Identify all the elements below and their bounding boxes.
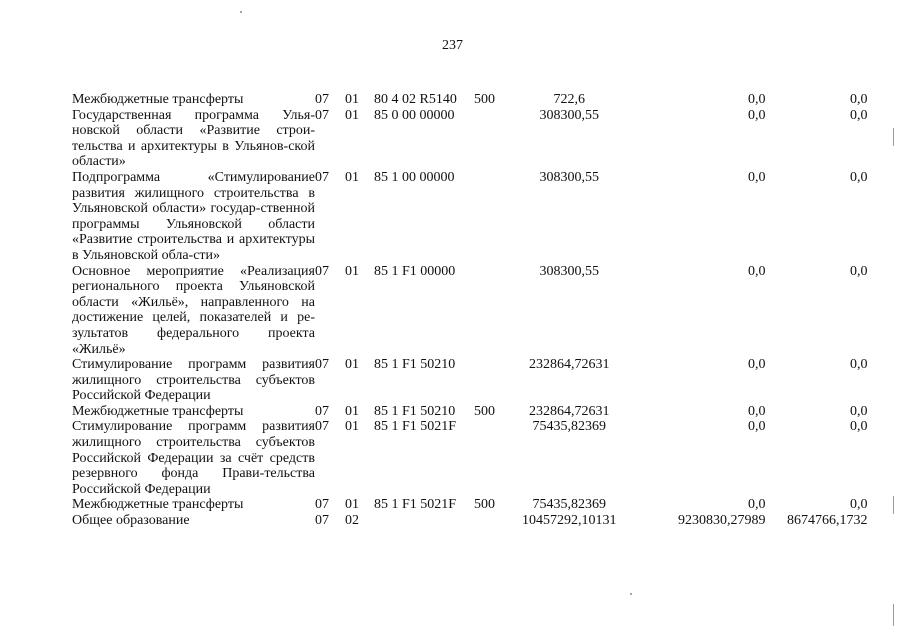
subsection-code: 01 <box>345 169 359 185</box>
table-row <box>72 170 868 264</box>
amount-year-1: 722,6 <box>553 92 585 107</box>
subsection-code: 02 <box>345 513 359 529</box>
subsection-code: 01 <box>345 107 359 123</box>
section-code: 07 <box>315 419 329 435</box>
subsection-code: 01 <box>345 419 359 435</box>
expense-type-code <box>474 264 522 358</box>
amount-year-2: 0,0 <box>748 169 766 185</box>
expense-type-code <box>474 513 522 529</box>
amount-year-3: 0,0 <box>850 497 868 513</box>
expense-type-code <box>474 108 522 170</box>
table-row <box>72 419 868 497</box>
amount-year-3: 0,0 <box>850 92 868 107</box>
row-name: Межбюджетные трансферты <box>72 497 244 513</box>
subsection-code: 01 <box>345 92 359 107</box>
row-name: Основное мероприятие «Реализация регионального проекта Ульяновской области «Жильё», направленного на достижение целей, показателей и ре-зультатов федерального проекта «Жильё» <box>72 263 315 357</box>
scan-artifact <box>893 604 894 626</box>
amount-year-3: 8674766,1732 <box>787 513 868 529</box>
expense-type-code: 500 <box>474 403 495 419</box>
row-name: Стимулирование программ развития жилищного строительства субъектов Российской Федерации за счёт средств резервного фонда Прави-тельства Российской Федерации <box>72 419 315 497</box>
section-code: 07 <box>315 107 329 123</box>
row-name: Межбюджетные трансферты <box>72 92 244 107</box>
amount-year-2: 0,0 <box>748 357 766 373</box>
target-article-code: 85 1 F1 50210 <box>374 357 456 373</box>
budget-table <box>72 92 868 529</box>
section-code: 07 <box>315 92 329 107</box>
expense-type-code <box>474 419 522 497</box>
target-article-code <box>374 513 474 529</box>
scan-artifact <box>893 128 894 146</box>
section-code: 07 <box>315 497 329 513</box>
expense-type-code: 500 <box>474 92 495 107</box>
amount-year-1: 232864,72631 <box>529 403 610 419</box>
target-article-code: 85 1 00 00000 <box>374 169 455 185</box>
row-name: Межбюджетные трансферты <box>72 403 244 419</box>
expense-type-code: 500 <box>474 497 495 513</box>
scan-artifact <box>240 11 242 13</box>
section-code: 07 <box>315 263 329 279</box>
table-row <box>72 404 868 420</box>
expense-type-code <box>474 170 522 264</box>
amount-year-2: 0,0 <box>748 497 766 513</box>
scan-artifact <box>893 496 894 514</box>
subsection-code: 01 <box>345 263 359 279</box>
target-article-code: 80 4 02 R5140 <box>374 92 457 107</box>
budget-table-body <box>72 92 868 529</box>
section-code: 07 <box>315 513 329 529</box>
amount-year-2: 9230830,27989 <box>678 513 766 529</box>
amount-year-2: 0,0 <box>748 263 766 279</box>
section-code: 07 <box>315 169 329 185</box>
row-name: Общее образование <box>72 513 190 529</box>
amount-year-1: 10457292,10131 <box>522 513 617 529</box>
table-row <box>72 357 868 404</box>
amount-year-2: 0,0 <box>748 92 766 107</box>
table-row <box>72 513 868 529</box>
amount-year-2: 0,0 <box>748 107 766 123</box>
table-row <box>72 92 868 108</box>
amount-year-3: 0,0 <box>850 403 868 419</box>
amount-year-1: 232864,72631 <box>529 357 610 373</box>
subsection-code: 01 <box>345 403 359 419</box>
amount-year-3: 0,0 <box>850 419 868 435</box>
subsection-code: 01 <box>345 497 359 513</box>
table-row <box>72 497 868 513</box>
target-article-code: 85 1 F1 00000 <box>374 263 456 279</box>
amount-year-1: 308300,55 <box>539 107 599 123</box>
target-article-code: 85 0 00 00000 <box>374 107 455 123</box>
amount-year-1: 75435,82369 <box>532 419 606 435</box>
target-article-code: 85 1 F1 50210 <box>374 403 456 419</box>
scan-artifact <box>630 593 632 595</box>
amount-year-1: 75435,82369 <box>532 497 606 513</box>
target-article-code: 85 1 F1 5021F <box>374 419 457 435</box>
table-row <box>72 264 868 358</box>
row-name: Стимулирование программ развития жилищного строительства субъектов Российской Федерации <box>72 357 315 404</box>
amount-year-3: 0,0 <box>850 107 868 123</box>
amount-year-1: 308300,55 <box>539 169 599 185</box>
row-name: Государственная программа Улья-новской области «Развитие строи-тельства и архитектуры в Ульянов-ской области» <box>72 107 315 170</box>
target-article-code: 85 1 F1 5021F <box>374 497 457 513</box>
amount-year-3: 0,0 <box>850 169 868 185</box>
amount-year-2: 0,0 <box>748 419 766 435</box>
page-number: 237 <box>442 38 463 53</box>
section-code: 07 <box>315 357 329 373</box>
table-row <box>72 108 868 170</box>
amount-year-3: 0,0 <box>850 357 868 373</box>
amount-year-1: 308300,55 <box>539 263 599 279</box>
expense-type-code <box>474 357 522 404</box>
amount-year-3: 0,0 <box>850 263 868 279</box>
row-name: Подпрограмма «Стимулирование развития жилищного строительства в Ульяновской области» государ-ственной программы Ульяновской области «Развитие строительства и архитектуры в Ульяновской обла-сти» <box>72 169 315 263</box>
section-code: 07 <box>315 403 329 419</box>
amount-year-2: 0,0 <box>748 403 766 419</box>
subsection-code: 01 <box>345 357 359 373</box>
